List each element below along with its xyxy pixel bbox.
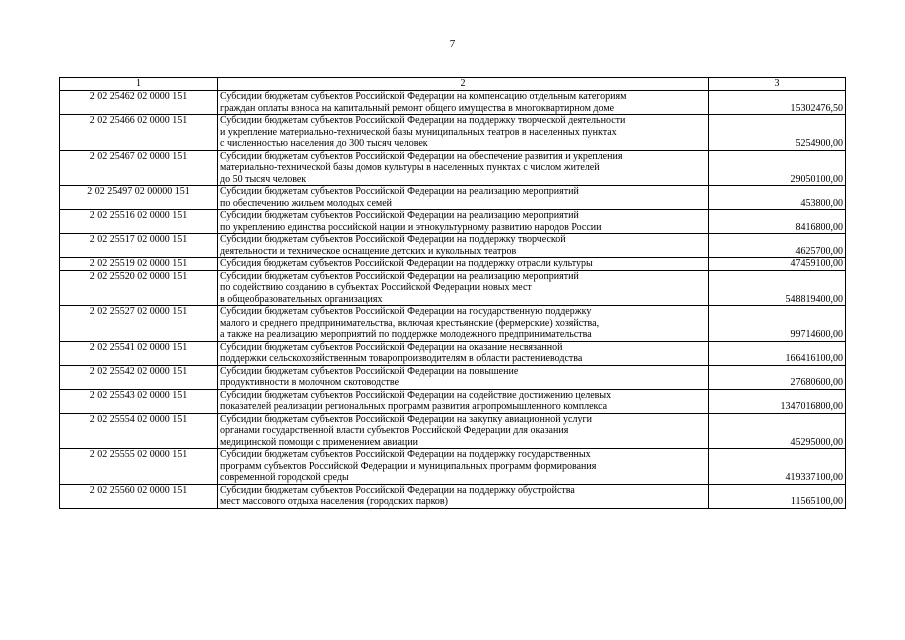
table-row [60,341,846,365]
income-code: 2 02 25555 02 0000 151 [60,449,218,485]
income-description: Субсидии бюджетам субъектов Российской Федерации на обеспечение развития и укрепления материально-технической базы домов культуры в населенных пунктах с числом жителей до 50 тысяч человек [218,150,709,186]
income-code: 2 02 25519 02 0000 151 [60,258,218,271]
income-code: 2 02 25543 02 0000 151 [60,389,218,413]
table-row [60,91,846,115]
income-description: Субсидии бюджетам субъектов Российской Федерации на поддержку творческой деятельности и укрепление материально-технической базы муниципальных театров в населенных пунктах с численностью населения до 300 тысяч человек [218,115,709,151]
income-description: Субсидии бюджетам субъектов Российской Федерации на государственную поддержку малого и среднего предпринимательства, включая крестьянские (фермерские) хозяйства, а также на реализацию мероприятий по поддержке молодежного предпринимательства [218,306,709,342]
income-amount: 11565100,00 [709,484,846,508]
table-row [60,413,846,449]
table-row [60,449,846,485]
income-code: 2 02 25467 02 0000 151 [60,150,218,186]
income-description: Субсидии бюджетам субъектов Российской Федерации на реализацию мероприятий по укреплению единства российской нации и этнокультурному развитию народов России [218,210,709,234]
income-description: Субсидии бюджетам субъектов Российской Федерации на оказание несвязанной поддержки сельскохозяйственным товаропроизводителям в области растениеводства [218,341,709,365]
income-code: 2 02 25462 02 0000 151 [60,91,218,115]
page-number: 7 [449,38,456,50]
income-code: 2 02 25466 02 0000 151 [60,115,218,151]
income-code: 2 02 25516 02 0000 151 [60,210,218,234]
table-row [60,389,846,413]
income-amount: 29050100,00 [709,150,846,186]
income-amount: 548819400,00 [709,270,846,306]
column-header-code: 1 [60,78,218,91]
table-row [60,270,846,306]
table-row [60,186,846,210]
income-code: 2 02 25554 02 0000 151 [60,413,218,449]
income-code: 2 02 25560 02 0000 151 [60,484,218,508]
table-row [60,365,846,389]
income-code: 2 02 25517 02 0000 151 [60,234,218,258]
income-description: Субсидии бюджетам субъектов Российской Федерации на реализацию мероприятий по содействию созданию в субъектах Российской Федерации новых мест в общеобразовательных организациях [218,270,709,306]
income-description: Субсидии бюджетам субъектов Российской Федерации на поддержку обустройства мест массового отдыха населения (городских парков) [218,484,709,508]
income-description: Субсидии бюджетам субъектов Российской Федерации на повышение продуктивности в молочном скотоводстве [218,365,709,389]
income-code: 2 02 25520 02 0000 151 [60,270,218,306]
income-description: Субсидии бюджетам субъектов Российской Федерации на содействие достижению целевых показателей реализации региональных программ развития агропромышленного комплекса [218,389,709,413]
income-amount: 47459100,00 [709,258,846,271]
income-amount: 15302476,50 [709,91,846,115]
income-code: 2 02 25527 02 0000 151 [60,306,218,342]
income-amount: 1347016800,00 [709,389,846,413]
table-row [60,234,846,258]
income-description: Субсидии бюджетам субъектов Российской Федерации на поддержку государственных программ субъектов Российской Федерации и муниципальных программ формирования современной городской среды [218,449,709,485]
income-amount: 27680600,00 [709,365,846,389]
income-description: Субсидии бюджетам субъектов Российской Федерации на реализацию мероприятий по обеспечению жильем молодых семей [218,186,709,210]
table-row [60,484,846,508]
income-amount: 99714600,00 [709,306,846,342]
table-row [60,210,846,234]
income-description: Субсидии бюджетам субъектов Российской Федерации на поддержку творческой деятельности и техническое оснащение детских и кукольных театров [218,234,709,258]
income-amount: 4625700,00 [709,234,846,258]
budget-table [59,77,846,509]
income-amount: 45295000,00 [709,413,846,449]
table-header-row [60,78,846,91]
income-amount: 419337100,00 [709,449,846,485]
column-header-description: 2 [218,78,709,91]
table-row [60,306,846,342]
column-header-amount: 3 [709,78,846,91]
income-code: 2 02 25541 02 0000 151 [60,341,218,365]
income-amount: 8416800,00 [709,210,846,234]
income-description: Субсидии бюджетам субъектов Российской Федерации на компенсацию отдельным категориям граждан оплаты взноса на капитальный ремонт общего имущества в многоквартирном доме [218,91,709,115]
income-amount: 166416100,00 [709,341,846,365]
table-row [60,258,846,271]
income-description: Субсидии бюджетам субъектов Российской Федерации на закупку авиационной услуги органами государственной власти субъектов Российской Федерации для оказания медицинской помощи с применением авиации [218,413,709,449]
income-description: Субсидия бюджетам субъектов Российской Федерации на поддержку отрасли культуры [218,258,709,271]
income-code: 2 02 25497 02 00000 151 [60,186,218,210]
income-code: 2 02 25542 02 0000 151 [60,365,218,389]
table-row [60,115,846,151]
income-amount: 453800,00 [709,186,846,210]
table-row [60,150,846,186]
income-amount: 5254900,00 [709,115,846,151]
